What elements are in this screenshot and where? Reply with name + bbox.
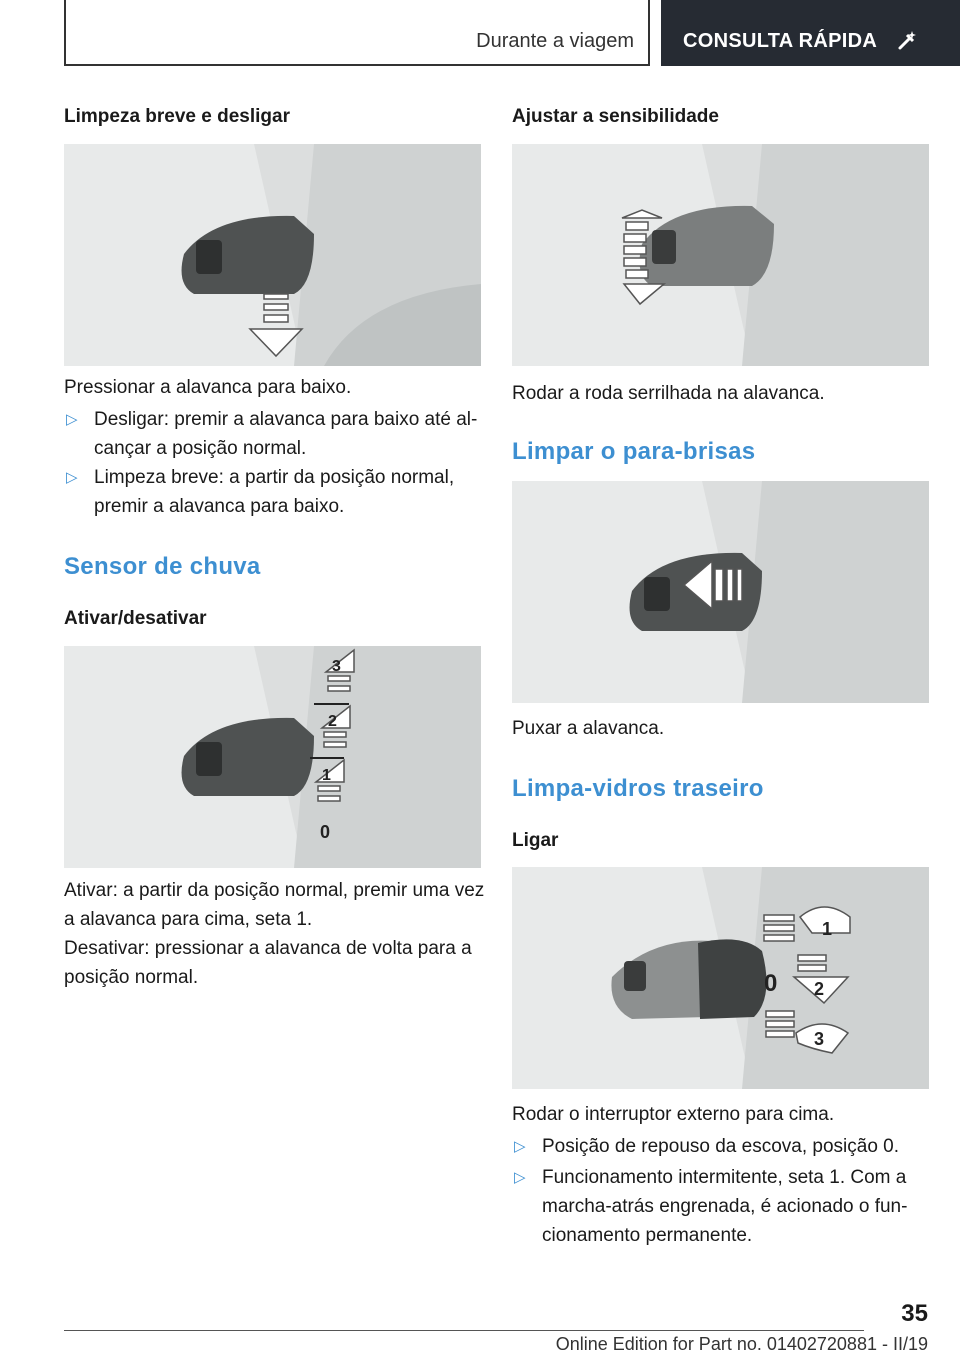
footer-edition: Online Edition for Part no. 01402720881 - II/19: [555, 1334, 928, 1354]
footer-divider: [64, 1330, 864, 1331]
caption-rotate-switch: Rodar o interruptor externo para cima.: [512, 1104, 835, 1125]
bullet-triangle-icon: ▷: [66, 469, 78, 486]
active-tab-label: CONSULTA RÁPIDA: [683, 30, 878, 52]
bullet-triangle-icon: ▷: [514, 1169, 526, 1186]
bullet-triangle-icon: ▷: [66, 411, 78, 428]
heading-switch-on: Ligar: [512, 830, 559, 851]
heading-sensitivity: Ajustar a sensibilidade: [512, 106, 719, 127]
label-rear-0: 0: [764, 970, 778, 997]
bullet-switch-off: ▷ Desligar: premir a alavanca para baixo até al-: [64, 405, 477, 434]
caption-press-down: Pressionar a alavanca para baixo.: [64, 377, 352, 398]
heading-brief-wipe: Limpeza breve e desligar: [64, 106, 290, 127]
bullet-intermittent-cont2: cionamento permanente.: [542, 1225, 753, 1246]
label-position-0: 0: [320, 822, 331, 842]
bullet-triangle-icon: ▷: [514, 1138, 526, 1155]
label-rear-3: 3: [814, 1029, 825, 1049]
para-deactivate-l1: Desativar: pressionar a alavanca de volta para a: [64, 938, 472, 959]
para-deactivate-l2: posição normal.: [64, 967, 199, 988]
section-tab-label: Durante a viagem: [476, 30, 634, 52]
label-position-2: 2: [328, 713, 337, 730]
heading-activate: Ativar/desativar: [64, 608, 207, 629]
bullet-switch-off-cont: cançar a posição normal.: [94, 438, 307, 459]
caption-rotate-wheel: Rodar a roda serrilhada na alavanca.: [512, 383, 825, 404]
illustration-rear-wiper-switch: [512, 867, 929, 1089]
bullet-intermittent-cont1: marcha-atrás engrenada, é acionado o fun-: [542, 1196, 908, 1217]
label-position-1: 1: [322, 767, 331, 784]
active-tab[interactable]: [661, 0, 960, 66]
bullet-intermittent: ▷ Funcionamento intermitente, seta 1. Com a: [512, 1163, 906, 1192]
para-activate-l1: Ativar: a partir da posição normal, premir uma vez: [64, 880, 485, 901]
illustration-knurled-wheel: [512, 144, 929, 366]
page-number: 35: [901, 1300, 928, 1327]
illustration-lever-down: [64, 144, 481, 366]
illustration-lever-pull: [512, 481, 929, 703]
bullet-rest-position: ▷ Posição de repouso da escova, posição 0.: [512, 1132, 899, 1161]
section-rear-wiper: Limpa-vidros traseiro: [512, 775, 764, 802]
bullet-brief-wipe: ▷ Limpeza breve: a partir da posição normal,: [64, 463, 454, 492]
wrench-sparkle-icon: [897, 29, 919, 56]
caption-pull-lever: Puxar a alavanca.: [512, 718, 665, 739]
header-tab-frame: [64, 0, 650, 66]
para-activate-l2: a alavanca para cima, seta 1.: [64, 909, 313, 930]
bullet-brief-wipe-cont: premir a alavanca para baixo.: [94, 496, 345, 517]
section-rain-sensor: Sensor de chuva: [64, 553, 261, 580]
section-clean-windshield: Limpar o para-brisas: [512, 438, 756, 465]
label-rear-2: 2: [814, 979, 825, 999]
label-position-3: 3: [332, 658, 341, 675]
label-rear-1: 1: [822, 919, 833, 939]
illustration-lever-up: [64, 646, 481, 868]
